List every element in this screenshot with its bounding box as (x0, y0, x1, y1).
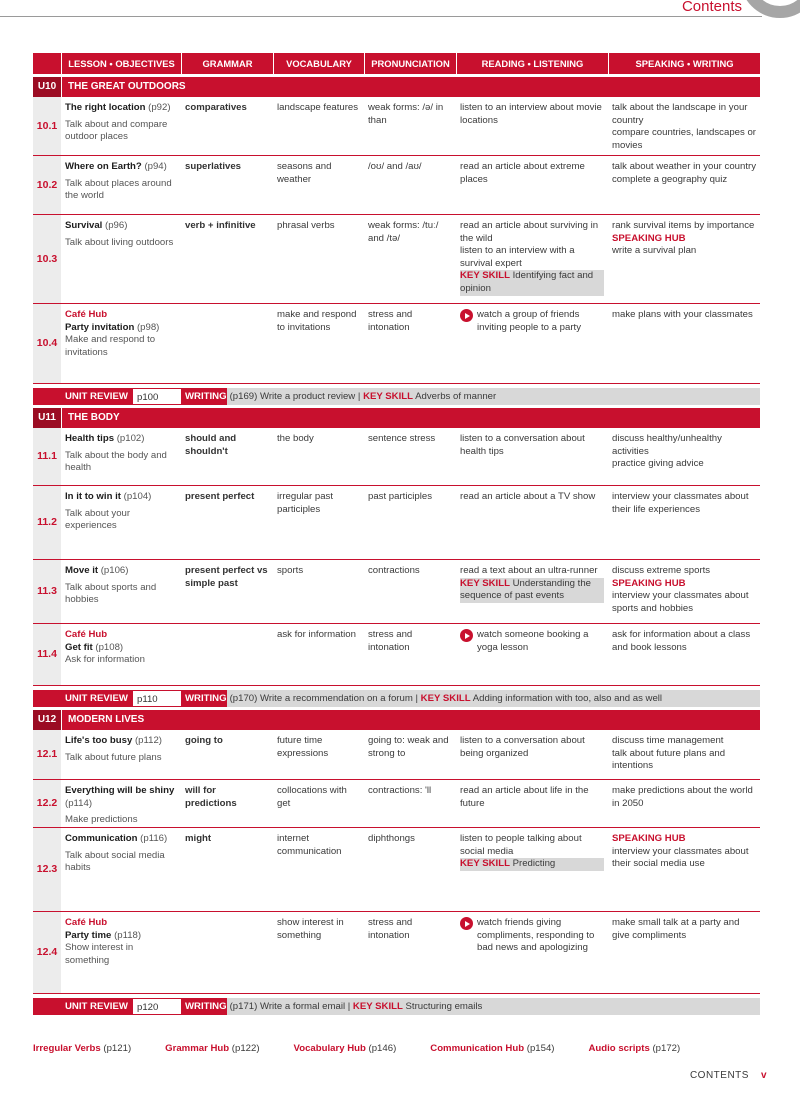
lesson-number: 10.2 (33, 156, 61, 214)
unit-title: MODERN LIVES (61, 710, 144, 730)
speaking-text: make small talk at a party and give compliments (612, 917, 740, 941)
unit-review-bar (33, 388, 760, 405)
speaking-cell (608, 97, 760, 155)
vocabulary-cell: phrasal verbs (277, 220, 335, 231)
footer-link-page: (p122) (231, 1043, 260, 1054)
footer-link[interactable] (588, 1043, 697, 1056)
vocabulary-cell: internet communication (277, 833, 342, 857)
speaking-cell (608, 304, 760, 383)
lesson-objective: Ask for information (65, 654, 145, 666)
reading-text: watch someone booking a yoga lesson (477, 629, 589, 653)
key-skill-box (460, 858, 604, 871)
speaking-text: ask for information about a class and book lessons (612, 629, 751, 653)
footer-label: CONTENTS (689, 1070, 749, 1081)
key-skill-text: Understanding the sequence of past events (460, 577, 592, 602)
unit-review-bar (33, 690, 760, 707)
vocabulary-cell: future time expressions (277, 735, 329, 759)
lesson-page: (p108) (95, 641, 124, 653)
pronunciation-cell: contractions (368, 565, 420, 576)
speaking-cell (608, 486, 760, 559)
play-video-icon[interactable] (460, 629, 473, 642)
lesson-title-line (65, 433, 177, 446)
footer-link-page: (p172) (652, 1043, 681, 1054)
cafe-hub-label: Café Hub (65, 917, 108, 928)
lesson-title[interactable]: Party invitation (65, 321, 135, 333)
footer-link-name[interactable]: Audio scripts (588, 1043, 650, 1054)
lesson-number: 11.4 (33, 624, 61, 685)
reading-cell (456, 780, 608, 827)
lesson-title-line (65, 785, 177, 810)
key-skill-text: Adding information with too, also and as well (472, 693, 663, 704)
lesson-objective: Talk about and compare outdoor places (65, 118, 168, 143)
lesson-number: 11.2 (33, 486, 61, 559)
pronunciation-cell: stress and intonation (368, 309, 413, 333)
review-details (227, 388, 760, 405)
cafe-hub-label: Café Hub (65, 309, 108, 320)
lesson-cell (61, 97, 181, 155)
lesson-row (33, 560, 760, 624)
lesson-title[interactable]: Everything will be shiny (65, 785, 175, 796)
key-skill-label: KEY SKILL (460, 577, 510, 589)
speaking-text: discuss time management talk about future plans and intentions (612, 735, 726, 772)
lesson-objective: Make and respond to invitations (65, 334, 156, 358)
reading-cell (456, 304, 608, 383)
footer-link-name[interactable]: Vocabulary Hub (293, 1043, 366, 1054)
reading-text: read an article about life in the future (460, 785, 589, 809)
speaking-hub-label: SPEAKING HUB (612, 833, 686, 844)
key-skill-box (460, 270, 604, 295)
lesson-row (33, 304, 760, 384)
unit-review-page[interactable]: p120 (133, 998, 181, 1015)
unit-number: U12 (33, 710, 61, 730)
footer-links (33, 1043, 714, 1056)
footer-link-name[interactable]: Grammar Hub (165, 1043, 230, 1054)
unit-title: THE BODY (61, 408, 120, 428)
pronunciation-cell: contractions: 'll (368, 785, 432, 796)
writing-label: WRITING (181, 388, 227, 405)
speaking-text-pre: discuss extreme sports (612, 565, 711, 576)
footer-link-name[interactable]: Communication Hub (430, 1043, 525, 1054)
speaking-cell (608, 912, 760, 993)
pronunciation-cell: past participles (368, 491, 432, 502)
reading-text: read a text about an ultra-runner (460, 565, 598, 576)
unit-banner (33, 77, 760, 97)
lesson-page: (p98) (136, 321, 160, 333)
vocabulary-cell: make and respond to invitations (277, 309, 357, 333)
unit-number: U10 (33, 77, 61, 97)
pronunciation-cell: diphthongs (368, 833, 415, 844)
lesson-number: 12.4 (33, 912, 61, 993)
speaking-cell (608, 215, 760, 303)
grammar-cell: might (185, 833, 212, 844)
key-skill-text: Predicting (512, 858, 556, 870)
key-skill-text: Identifying fact and opinion (460, 270, 594, 294)
vocabulary-cell: irregular past participles (277, 491, 333, 515)
lesson-cell (61, 730, 181, 779)
lesson-title-line (65, 161, 177, 174)
reading-text: listen to an interview about movie locations (460, 102, 602, 126)
grammar-cell: present perfect vs simple past (185, 565, 268, 589)
lesson-title[interactable]: The right location (65, 102, 146, 113)
speaking-text-pre: rank survival items by importance (612, 220, 755, 231)
speaking-text: interview your classmates about their life experiences (612, 491, 749, 515)
lesson-number: 11.1 (33, 428, 61, 485)
lesson-title-line (65, 735, 177, 748)
lesson-cell (61, 560, 181, 623)
unit-title: THE GREAT OUTDOORS (61, 77, 186, 97)
lesson-page: (p118) (114, 929, 142, 941)
grammar-cell: verb + infinitive (185, 220, 256, 231)
lesson-cell (61, 304, 181, 383)
pronunciation-cell: stress and intonation (368, 917, 413, 941)
vocabulary-cell: the body (277, 433, 314, 444)
lesson-cell (61, 912, 181, 993)
reading-text: listen to people talking about social media (460, 833, 582, 857)
reading-cell (456, 730, 608, 779)
speaking-hub-label: SPEAKING HUB (612, 577, 686, 589)
cafe-hub-label: Café Hub (65, 629, 108, 640)
lesson-title[interactable]: Move it (65, 565, 99, 576)
speaking-text: interview your classmates about sports and hobbies (612, 590, 749, 614)
speaking-cell (608, 780, 760, 827)
speaking-cell (608, 624, 760, 685)
reading-text: listen to a conversation about being organized (460, 735, 585, 759)
pronunciation-cell: sentence stress (368, 433, 436, 444)
lesson-cell (61, 828, 181, 911)
play-video-icon[interactable] (460, 917, 473, 930)
header-speaking: SPEAKING • WRITING (608, 53, 760, 74)
lesson-title[interactable]: Communication (65, 833, 138, 844)
lesson-page: (p114) (65, 797, 93, 809)
speaking-cell (608, 428, 760, 485)
footer-link-page: (p121) (103, 1043, 132, 1054)
lesson-cell (61, 156, 181, 214)
reading-cell (456, 215, 608, 303)
page-number-block (690, 1070, 767, 1083)
lesson-cell (61, 780, 181, 827)
grammar-cell (181, 624, 273, 685)
grammar-cell: should and shouldn't (185, 433, 237, 457)
footer-link-page: (p146) (368, 1043, 397, 1054)
lesson-title[interactable]: Life's too busy (65, 735, 133, 746)
lesson-number: 10.3 (33, 215, 61, 303)
unit-review-label: UNIT REVIEW (33, 388, 133, 405)
speaking-cell (608, 156, 760, 214)
lesson-objective: Talk about your experiences (65, 507, 131, 532)
vocabulary-cell: collocations with get (277, 785, 347, 809)
speaking-hub-label: SPEAKING HUB (612, 232, 686, 244)
vocabulary-cell: seasons and weather (277, 161, 332, 185)
lesson-cell (61, 215, 181, 303)
key-skill-box (460, 578, 604, 603)
lesson-row (33, 486, 760, 560)
review-details (227, 690, 760, 707)
lesson-number: 12.1 (33, 730, 61, 779)
lesson-title-line (65, 491, 177, 504)
speaking-text: talk about the landscape in your country compare countries, landscapes or movies (612, 102, 756, 151)
reading-cell (456, 156, 608, 214)
reading-cell (456, 560, 608, 623)
lesson-page: (p92) (148, 102, 171, 113)
unit-review-label: UNIT REVIEW (33, 998, 133, 1015)
speaking-text: interview your classmates about their social media use (612, 845, 749, 870)
vocabulary-cell: show interest in something (277, 917, 344, 941)
vocabulary-cell: sports (277, 565, 304, 576)
header-pronunciation: PRONUNCIATION (364, 53, 456, 74)
pronunciation-cell: weak forms: /ə/ in than (368, 102, 444, 126)
speaking-cell (608, 730, 760, 779)
speaking-text: discuss healthy/unhealthy activities practice giving advice (612, 433, 722, 470)
unit-number: U11 (33, 408, 61, 428)
pronunciation-cell: /oʊ/ and /aʊ/ (368, 161, 422, 172)
key-skill-label: KEY SKILL (420, 693, 471, 704)
lesson-row (33, 624, 760, 686)
lesson-title-line (65, 102, 177, 115)
key-skill-label: KEY SKILL (460, 858, 510, 870)
footer-link[interactable] (165, 1043, 276, 1056)
lesson-cell (61, 428, 181, 485)
speaking-cell (608, 560, 760, 623)
reading-text: read an article about extreme places (460, 161, 585, 185)
lesson-number: 12.3 (33, 828, 61, 911)
lesson-objective: Talk about sports and hobbies (65, 581, 157, 606)
lesson-page: (p104) (123, 491, 152, 502)
lesson-title-line (65, 565, 177, 578)
lesson-row (33, 828, 760, 912)
reading-cell (456, 624, 608, 685)
lesson-row (33, 215, 760, 304)
pronunciation-cell: weak forms: /tuː/ and /tə/ (368, 220, 439, 244)
lesson-objective: Talk about the body and health (65, 449, 167, 474)
lesson-title[interactable]: Party time (65, 929, 112, 941)
writing-text: (p169) Write a product review | (229, 391, 364, 402)
lesson-row (33, 156, 760, 215)
lesson-title[interactable]: In it to win it (65, 491, 121, 502)
lesson-cell (61, 486, 181, 559)
page-title: Contents (681, 0, 742, 15)
lesson-page: (p96) (105, 220, 128, 231)
speaking-text: make plans with your classmates (612, 309, 753, 320)
review-details (227, 998, 760, 1015)
grammar-cell: comparatives (185, 102, 247, 113)
lesson-number: 12.2 (33, 780, 61, 827)
reading-text: read an article about surviving in the wild listen to an interview with a survival expert (460, 220, 599, 269)
lesson-cell (61, 624, 181, 685)
top-rule (0, 16, 762, 17)
reading-text: watch a group of friends inviting people to a party (477, 309, 581, 333)
lesson-objective: Talk about living outdoors (65, 236, 174, 248)
key-skill-label: KEY SKILL (363, 391, 413, 402)
lesson-page: (p116) (140, 833, 168, 844)
unit-banner (33, 408, 760, 428)
footer-link[interactable] (430, 1043, 571, 1056)
grammar-cell (181, 912, 273, 993)
lesson-title[interactable]: Health tips (65, 433, 115, 444)
header-vocabulary: VOCABULARY (273, 53, 364, 74)
unit-review-page[interactable]: p110 (133, 690, 181, 707)
lesson-row (33, 730, 760, 780)
footer-link-page: (p154) (526, 1043, 555, 1054)
reading-cell (456, 828, 608, 911)
lesson-title-line (65, 220, 177, 233)
footer-link-name[interactable]: Irregular Verbs (33, 1043, 101, 1054)
lesson-row (33, 97, 760, 156)
reading-cell (456, 486, 608, 559)
footer-link[interactable] (33, 1043, 148, 1056)
header-grammar: GRAMMAR (181, 53, 273, 74)
lesson-page: (p102) (116, 433, 145, 444)
lesson-title[interactable]: Where on Earth? (65, 161, 142, 172)
reading-cell (456, 428, 608, 485)
lesson-title-line (65, 930, 177, 943)
lesson-title-line (65, 833, 177, 846)
lesson-number: 11.3 (33, 560, 61, 623)
page-number: v (760, 1070, 767, 1081)
grammar-cell: present perfect (185, 491, 255, 502)
lesson-row (33, 428, 760, 486)
lesson-objective: Show interest in something (65, 942, 134, 966)
header-blank (33, 53, 61, 74)
reading-cell (456, 912, 608, 993)
lesson-number: 10.4 (33, 304, 61, 383)
unit-review-label: UNIT REVIEW (33, 690, 133, 707)
writing-text: (p170) Write a recommendation on a forum | (229, 693, 421, 704)
reading-text: read an article about a TV show (460, 491, 596, 502)
header-lesson: LESSON • OBJECTIVES (61, 53, 181, 74)
grammar-cell (181, 304, 273, 383)
key-skill-text: Structuring emails (405, 1001, 483, 1012)
vocabulary-cell: landscape features (277, 102, 359, 113)
grammar-cell: going to (185, 735, 223, 746)
writing-text: (p171) Write a formal email | (229, 1001, 353, 1012)
units-container (33, 77, 760, 1015)
writing-label: WRITING (181, 690, 227, 707)
lesson-objective: Make predictions (65, 814, 138, 826)
grammar-cell: superlatives (185, 161, 241, 172)
lesson-row (33, 780, 760, 828)
speaking-text: make predictions about the world in 2050 (612, 785, 753, 809)
key-skill-text: Adverbs of manner (415, 391, 497, 402)
reading-cell (456, 97, 608, 155)
pronunciation-cell: stress and intonation (368, 629, 413, 653)
pronunciation-cell: going to: weak and strong to (368, 735, 449, 759)
header-reading: READING • LISTENING (456, 53, 608, 74)
vocabulary-cell: ask for information (277, 629, 356, 640)
lesson-objective: Talk about social media habits (65, 849, 165, 874)
lesson-title-line (65, 322, 177, 335)
lesson-title[interactable]: Get fit (65, 641, 93, 653)
lesson-title[interactable]: Survival (65, 220, 103, 231)
table-header (33, 53, 760, 74)
grammar-cell: will for predictions (185, 785, 237, 809)
key-skill-label: KEY SKILL (352, 1001, 403, 1012)
reading-text: listen to a conversation about health tips (460, 433, 585, 457)
unit-review-bar (33, 998, 760, 1015)
speaking-text: write a survival plan (612, 245, 697, 257)
lesson-page: (p94) (144, 161, 167, 172)
lesson-title-line (65, 642, 177, 655)
lesson-page: (p112) (134, 735, 163, 746)
lesson-number: 10.1 (33, 97, 61, 155)
contents-table (33, 53, 760, 1015)
writing-label: WRITING (181, 998, 227, 1015)
footer-link[interactable] (294, 1043, 414, 1056)
speaking-cell (608, 828, 760, 911)
key-skill-label: KEY SKILL (460, 270, 510, 282)
lesson-row (33, 912, 760, 994)
unit-review-page[interactable]: p100 (133, 388, 181, 405)
lesson-page: (p106) (100, 565, 129, 576)
unit-banner (33, 710, 760, 730)
speaking-text: talk about weather in your country complete a geography quiz (612, 161, 756, 185)
lesson-objective: Talk about places around the world (65, 177, 172, 202)
play-video-icon[interactable] (460, 309, 473, 322)
lesson-objective: Talk about future plans (65, 751, 162, 763)
reading-text: watch friends giving compliments, responding to bad news and apologizing (477, 917, 595, 954)
